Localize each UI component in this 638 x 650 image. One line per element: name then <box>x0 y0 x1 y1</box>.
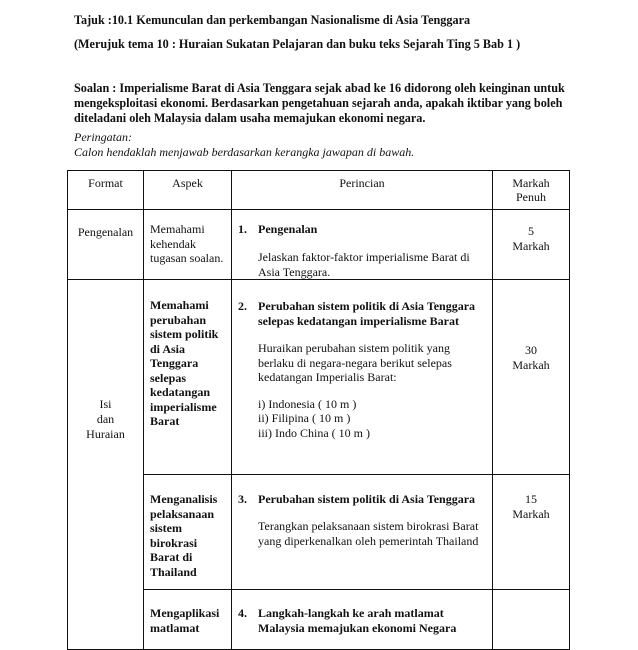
aspek-cell: Memahami perubahan sistem politik di Asia Tenggara selepas kedatangan imperialisme Barat <box>144 280 232 475</box>
mark-unit: Markah <box>512 238 550 253</box>
item-body: Huraikan perubahan sistem politik yang berlaku di negara-negara berikut selepas kedatangan Imperialis Barat: <box>258 341 452 384</box>
item-number: 3. <box>238 492 247 506</box>
note-text: Calon hendaklah menjawab berdasarkan kerangka jawapan di bawah. <box>74 145 415 159</box>
list-item: iii) Indo China ( 10 m ) <box>258 425 370 440</box>
item-heading: Perubahan sistem politik di Asia Tenggara <box>258 492 476 506</box>
format-huraian: Huraian <box>86 427 125 441</box>
header-markah-line2: Penuh <box>516 190 546 204</box>
markah-cell <box>493 475 570 590</box>
aspek-cell: Menganalisis pelaksanaan sistem birokrasi Barat di Thailand <box>144 475 232 590</box>
answer-framework-table <box>67 170 570 650</box>
aspek-cell: Mengaplikasi matlamat <box>144 590 232 650</box>
perincian-cell <box>232 590 493 650</box>
table-row <box>68 280 570 475</box>
format-pengenalan: Pengenalan <box>77 225 134 239</box>
item-number: 2. <box>238 299 247 313</box>
mark-value: 5 <box>528 224 534 238</box>
table-row <box>68 475 570 590</box>
perincian-cell <box>232 280 493 475</box>
item-heading: Pengenalan <box>258 222 318 236</box>
header-markah-line1: Markah <box>512 176 550 190</box>
format-cell <box>68 210 144 280</box>
item-body: Jelaskan faktor-faktor imperialisme Barat di Asia Tenggara. <box>258 250 470 279</box>
table-header-row <box>68 171 570 210</box>
aspek-cell: Memahami kehendak tugasan soalan. <box>144 210 232 280</box>
list-item: ii) Filipina ( 10 m ) <box>258 411 351 425</box>
perincian-cell <box>232 210 493 280</box>
markah-cell <box>493 210 570 280</box>
mark-value: 15 <box>525 492 537 506</box>
table-row <box>68 590 570 650</box>
header-perincian: Perincian <box>232 171 493 210</box>
item-heading: Langkah-langkah ke arah matlamat Malaysia memajukan ekonomi Negara <box>258 606 457 635</box>
question-text: Soalan : Imperialisme Barat di Asia Tenggara sejak abad ke 16 didorong oleh keinginan untuk mengeksploitasi ekonomi. Berdasarkan pengetahuan sejarah anda, apakah iktibar yang boleh diteladani oleh Malaysia dalam usaha memajukan ekonomi negara. <box>74 81 565 125</box>
format-cell <box>68 280 144 650</box>
mark-unit: Markah <box>512 506 550 521</box>
format-dan: dan <box>96 412 115 426</box>
table-row <box>68 210 570 280</box>
header-markah <box>493 171 570 210</box>
item-heading: Perubahan sistem politik di Asia Tenggara selepas kedatangan imperialisme Barat <box>258 299 476 328</box>
perincian-cell <box>232 475 493 590</box>
item-body: Terangkan pelaksanaan sistem birokrasi Barat yang diperkenalkan oleh pemerintah Thailand <box>258 519 479 548</box>
document-reference: (Merujuk tema 10 : Huraian Sukatan Pelajaran dan buku teks Sejarah Ting 5 Bab 1 ) <box>74 37 521 51</box>
markah-cell <box>493 280 570 475</box>
mark-value: 30 <box>525 343 537 357</box>
list-item: i) Indonesia ( 10 m ) <box>258 396 357 411</box>
document-title: Tajuk :10.1 Kemunculan dan perkembangan Nasionalisme di Asia Tenggara <box>74 13 471 27</box>
header-format: Format <box>68 171 144 210</box>
note-label: Peringatan: <box>74 130 132 144</box>
item-number: 1. <box>238 222 247 236</box>
item-number: 4. <box>238 606 247 620</box>
markah-cell <box>493 590 570 650</box>
sub-item-list <box>238 397 486 441</box>
format-isi: Isi <box>99 397 112 411</box>
header-aspek: Aspek <box>144 171 232 210</box>
mark-unit: Markah <box>512 357 550 372</box>
